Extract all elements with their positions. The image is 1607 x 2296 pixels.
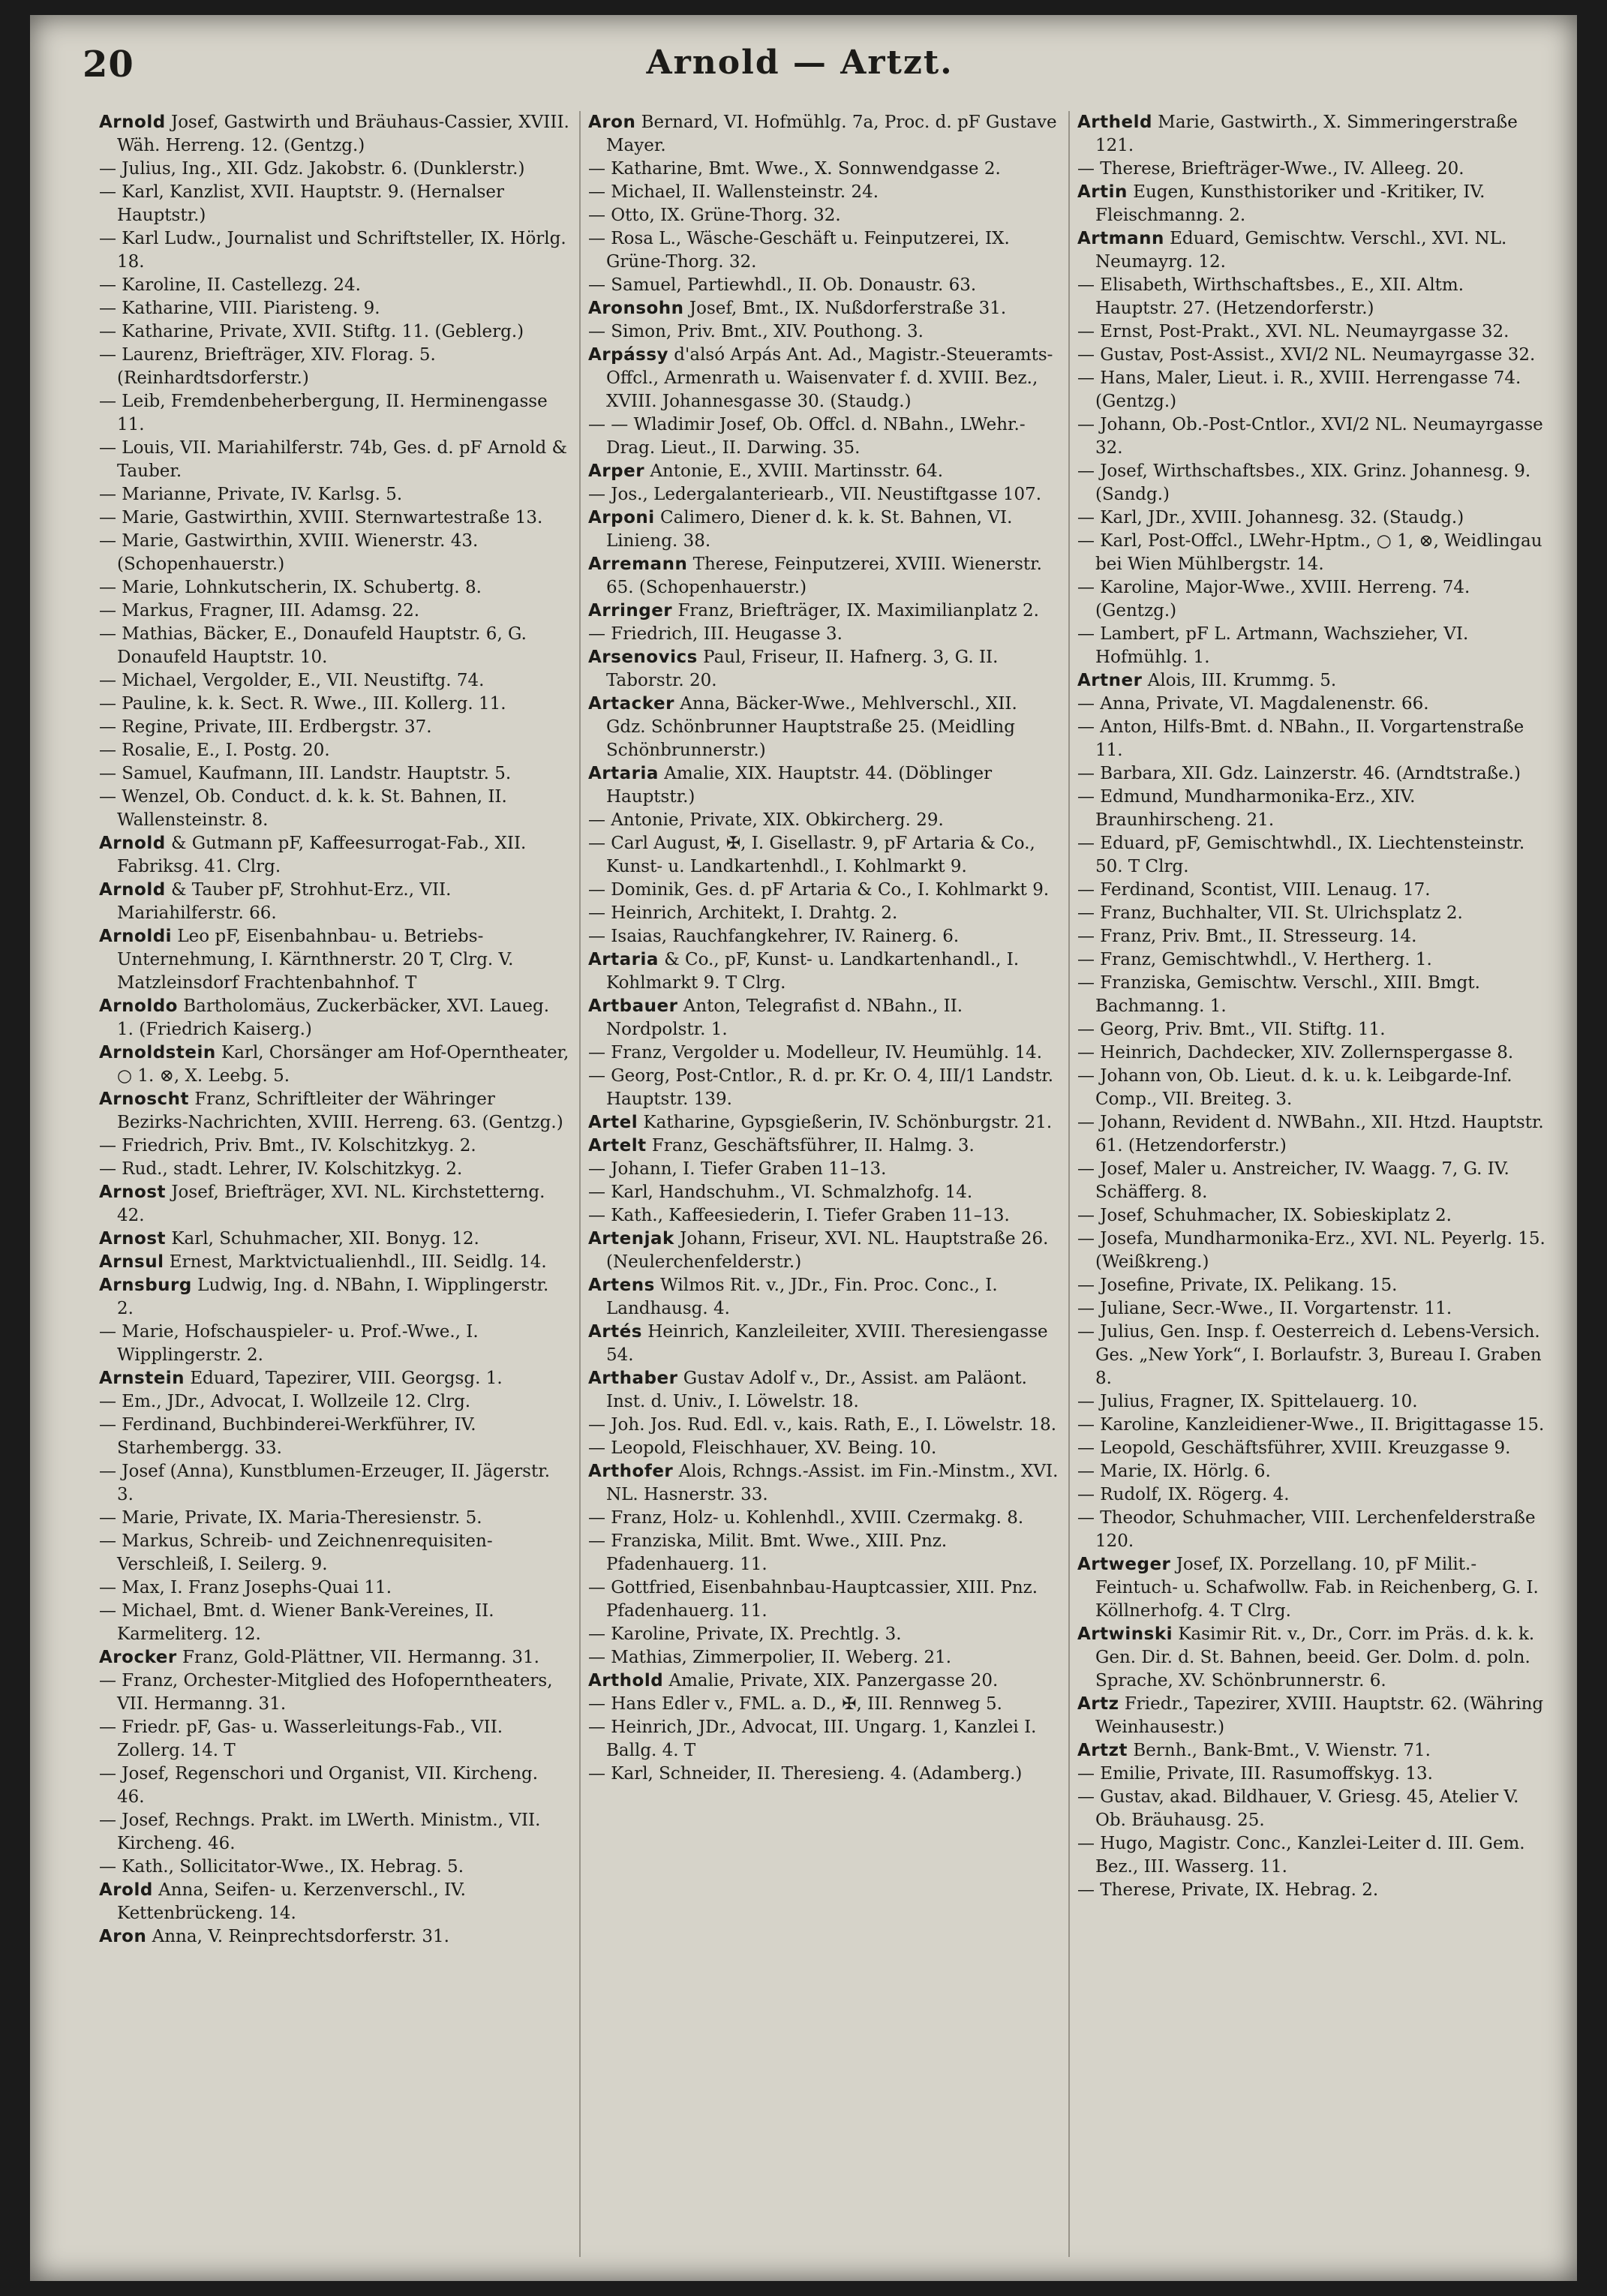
directory-entry: — Regine, Private, III. Erdbergstr. 37. <box>99 717 432 737</box>
directory-entry: — Michael, Vergolder, E., VII. Neustiftg. 74. <box>99 671 485 690</box>
directory-entry: Arringer Franz, Briefträger, IX. Maximilianplatz 2. <box>588 601 1039 621</box>
directory-entry: Artacker Anna, Bäcker-Wwe., Mehlverschl., XII. Gdz. Schönbrunner Hauptstraße 25. (Meidling Schönbrunnerstr.) <box>588 694 1017 760</box>
entry-surname: Arold <box>99 1880 153 1900</box>
column-divider <box>579 111 581 2257</box>
directory-entry: Artner Alois, III. Krummg. 5. <box>1077 671 1337 690</box>
directory-entry: — Louis, VII. Mariahilferstr. 74b, Ges. d. pF Arnold & Tauber. <box>99 438 568 481</box>
entry-surname: Arocker <box>99 1648 177 1667</box>
directory-entry: — Rud., stadt. Lehrer, IV. Kolschitzkyg. 2. <box>99 1159 463 1179</box>
directory-entry: — Hans, Maler, Lieut. i. R., XVIII. Herrengasse 74. (Gentzg.) <box>1077 368 1521 411</box>
entry-surname: Artweger <box>1077 1555 1171 1574</box>
directory-entry: Arsenovics Paul, Friseur, II. Hafnerg. 3, G. II. Taborstr. 20. <box>588 648 999 690</box>
directory-entry: — Marie, Lohnkutscherin, IX. Schubertg. 8. <box>99 578 482 597</box>
directory-entry: Arnsul Ernest, Marktvictualienhdl., III. Seidlg. 14. <box>99 1252 547 1272</box>
page-header <box>83 44 1517 96</box>
directory-entry: Arponi Calimero, Diener d. k. k. St. Bahnen, VI. Linieng. 38. <box>588 508 1013 551</box>
directory-entry: — Marie, Hofschauspieler- u. Prof.-Wwe., I. Wipplingerstr. 2. <box>99 1322 479 1365</box>
directory-entry: — Em., JDr., Advocat, I. Wollzeile 12. Clrg. <box>99 1392 471 1411</box>
directory-entry: — Georg, Post-Cntlor., R. d. pr. Kr. O. 4, III/1 Landstr. Hauptstr. 139. <box>588 1066 1054 1109</box>
entry-surname: Arnold <box>99 113 166 132</box>
directory-entry: — Karoline, II. Castellezg. 24. <box>99 275 361 295</box>
directory-entry: — Theodor, Schuhmacher, VIII. Lerchenfelderstraße 120. <box>1077 1508 1536 1551</box>
directory-entry: Artmann Eduard, Gemischtw. Verschl., XVI. NL. Neumayrg. 12. <box>1077 229 1507 272</box>
directory-entry: — Marianne, Private, IV. Karlsg. 5. <box>99 485 403 504</box>
directory-entry: — Edmund, Mundharmonika-Erz., XIV. Braunhirscheng. 21. <box>1077 787 1416 830</box>
page-number: 20 <box>83 44 134 86</box>
directory-entry: Artin Eugen, Kunsthistoriker und -Kritiker, IV. Fleischmanng. 2. <box>1077 182 1485 225</box>
directory-entry: — Wenzel, Ob. Conduct. d. k. k. St. Bahnen, II. Wallensteinstr. 8. <box>99 787 507 830</box>
entry-surname: Aronsohn <box>588 299 684 318</box>
directory-entry: — Heinrich, Dachdecker, XIV. Zollernspergasse 8. <box>1077 1043 1514 1062</box>
directory-entry: — Josef, Rechngs. Prakt. im LWerth. Ministm., VII. Kircheng. 46. <box>99 1811 541 1853</box>
entry-surname: Artelt <box>588 1136 647 1156</box>
directory-entry: Artenjak Johann, Friseur, XVI. NL. Hauptstraße 26. (Neulerchenfelderstr.) <box>588 1229 1049 1272</box>
entry-surname: Aron <box>99 1927 147 1946</box>
directory-entry: — Georg, Priv. Bmt., VII. Stiftg. 11. <box>1077 1020 1386 1039</box>
entry-surname: Arnost <box>99 1229 167 1249</box>
entry-surname: Arthaber <box>588 1369 678 1388</box>
directory-entry: — Franz, Holz- u. Kohlenhdl., XVIII. Czermakg. 8. <box>588 1508 1024 1528</box>
directory-entry: — Johann von, Ob. Lieut. d. k. u. k. Leibgarde-Inf. Comp., VII. Breiteg. 3. <box>1077 1066 1512 1109</box>
entry-surname: Artens <box>588 1276 655 1295</box>
directory-entry: Artelt Franz, Geschäftsführer, II. Halmg. 3. <box>588 1136 975 1156</box>
directory-entry: Artzt Bernh., Bank-Bmt., V. Wienstr. 71. <box>1077 1741 1431 1760</box>
directory-entry: Arnstein Eduard, Tapezirer, VIII. Georgsg. 1. <box>99 1369 503 1388</box>
directory-entry: — Franziska, Milit. Bmt. Wwe., XIII. Pnz. Pfadenhauerg. 11. <box>588 1531 948 1574</box>
directory-entry: Arnold Josef, Gastwirth und Bräuhaus-Cassier, XVIII. Wäh. Herreng. 12. (Gentzg.) <box>99 113 569 155</box>
directory-entry: — — Wladimir Josef, Ob. Offcl. d. NBahn., LWehr.-Drag. Lieut., II. Darwing. 35. <box>588 415 1026 458</box>
directory-entry: — Karoline, Kanzleidiener-Wwe., II. Brigittagasse 15. <box>1077 1415 1545 1435</box>
directory-entry: — Katharine, Bmt. Wwe., X. Sonnwendgasse 2. <box>588 159 1001 179</box>
column-divider <box>1068 111 1070 2257</box>
entry-surname: Artacker <box>588 694 674 714</box>
directory-entry: — Eduard, pF, Gemischtwhdl., IX. Liechtensteinstr. 50. T Clrg. <box>1077 834 1525 876</box>
directory-entry: — Therese, Private, IX. Hebrag. 2. <box>1077 1880 1379 1900</box>
entry-surname: Artzt <box>1077 1741 1128 1760</box>
entry-columns <box>99 111 1559 2257</box>
directory-entry: — Dominik, Ges. d. pF Artaria & Co., I. Kohlmarkt 9. <box>588 880 1050 900</box>
directory-entry: — Isaias, Rauchfangkehrer, IV. Rainerg. 6. <box>588 927 960 946</box>
directory-entry: — Leib, Fremdenbeherbergung, II. Herminengasse 11. <box>99 392 548 434</box>
directory-entry: — Friedrich, Priv. Bmt., IV. Kolschitzkyg. 2. <box>99 1136 476 1156</box>
directory-entry: — Karoline, Major-Wwe., XVIII. Herreng. 74. (Gentzg.) <box>1077 578 1470 621</box>
directory-entry: Arper Antonie, E., XVIII. Martinsstr. 64. <box>588 461 944 481</box>
entry-surname: Artbauer <box>588 996 678 1016</box>
directory-entry: — Carl August, ✠, I. Gisellastr. 9, pF Artaria & Co., Kunst- u. Landkartenhdl., I. Kohlmarkt 9. <box>588 834 1035 876</box>
directory-entry: — Barbara, XII. Gdz. Lainzerstr. 46. (Arndtstraße.) <box>1077 764 1521 783</box>
directory-entry: — Otto, IX. Grüne-Thorg. 32. <box>588 206 841 225</box>
directory-entry: — Joh. Jos. Rud. Edl. v., kais. Rath, E., I. Löwelstr. 18. <box>588 1415 1057 1435</box>
directory-entry: — Mathias, Bäcker, E., Donaufeld Hauptstr. 6, G. Donaufeld Hauptstr. 10. <box>99 624 527 667</box>
directory-entry: — Karl Ludw., Journalist und Schriftsteller, IX. Hörlg. 18. <box>99 229 566 272</box>
directory-entry: — Franz, Priv. Bmt., II. Stresseurg. 14. <box>1077 927 1417 946</box>
directory-entry: — Josef, Schuhmacher, IX. Sobieskiplatz 2. <box>1077 1206 1452 1225</box>
directory-entry: Arnost Josef, Briefträger, XVI. NL. Kirchstetterng. 42. <box>99 1183 545 1225</box>
directory-entry: — Karl, Post-Offcl., LWehr-Hptm., ○ 1, ⊗, Weidlingau bei Wien Mühlbergstr. 14. <box>1077 531 1542 574</box>
directory-entry: Arnoldo Bartholomäus, Zuckerbäcker, XVI. Laueg. 1. (Friedrich Kaiserg.) <box>99 996 550 1039</box>
entry-surname: Arnoldstein <box>99 1043 216 1062</box>
directory-entry: Artwinski Kasimir Rit. v., Dr., Corr. im Präs. d. k. k. Gen. Dir. d. St. Bahnen, beeid. Ger. Dolm. d. poln. Sprache, XV. Schönbrunnerstr. 6. <box>1077 1624 1535 1690</box>
entry-surname: Artz <box>1077 1694 1119 1714</box>
directory-entry: Artheld Marie, Gastwirth., X. Simmeringerstraße 121. <box>1077 113 1518 155</box>
directory-entry: — Samuel, Kaufmann, III. Landstr. Hauptstr. 5. <box>99 764 512 783</box>
directory-entry: — Leopold, Fleischhauer, XV. Being. 10. <box>588 1438 937 1458</box>
entry-surname: Artaria <box>588 950 659 969</box>
directory-entry: — Gustav, Post-Assist., XVI/2 NL. Neumayrgasse 32. <box>1077 345 1536 365</box>
directory-entry: Arnold & Gutmann pF, Kaffeesurrogat-Fab., XII. Fabriksg. 41. Clrg. <box>99 834 527 876</box>
entry-surname: Arper <box>588 461 645 481</box>
directory-entry: — Marie, Private, IX. Maria-Theresienstr. 5. <box>99 1508 482 1528</box>
directory-entry: Aron Anna, V. Reinprechtsdorferstr. 31. <box>99 1927 449 1946</box>
directory-entry: Artens Wilmos Rit. v., JDr., Fin. Proc. Conc., I. Landhausg. 4. <box>588 1276 998 1318</box>
entry-surname: Arnoldi <box>99 927 173 946</box>
directory-entry: — Michael, Bmt. d. Wiener Bank-Vereines, II. Karmeliterg. 12. <box>99 1601 494 1644</box>
directory-entry: — Julius, Gen. Insp. f. Oesterreich d. Lebens-Versich. Ges. „New York“, I. Borlaufstr. 3, Bureau I. Graben 8. <box>1077 1322 1542 1388</box>
entry-surname: Artmann <box>1077 229 1164 248</box>
directory-entry: — Josef, Maler u. Anstreicher, IV. Waagg. 7, G. IV. Schäfferg. 8. <box>1077 1159 1509 1202</box>
entry-surname: Arremann <box>588 554 688 574</box>
directory-entry: — Karoline, Private, IX. Prechtlg. 3. <box>588 1624 902 1644</box>
directory-entry: Arnoscht Franz, Schriftleiter der Währinger Bezirks-Nachrichten, XVIII. Herreng. 63. (Gentzg.) <box>99 1089 563 1132</box>
directory-entry: — Johann, Ob.-Post-Cntlor., XVI/2 NL. Neumayrgasse 32. <box>1077 415 1543 458</box>
directory-entry: Arnold & Tauber pF, Strohhut-Erz., VII. Mariahilferstr. 66. <box>99 880 452 923</box>
entry-surname: Arthold <box>588 1671 664 1690</box>
directory-entry: — Simon, Priv. Bmt., XIV. Pouthong. 3. <box>588 322 924 341</box>
directory-entry: — Franz, Buchhalter, VII. St. Ulrichsplatz 2. <box>1077 903 1463 923</box>
entry-surname: Arnost <box>99 1183 167 1202</box>
directory-entry: — Johann, I. Tiefer Graben 11–13. <box>588 1159 887 1179</box>
directory-entry: — Johann, Revident d. NWBahn., XII. Htzd. Hauptstr. 61. (Hetzendorferstr.) <box>1077 1113 1544 1156</box>
entry-surname: Artaria <box>588 764 659 783</box>
entry-surname: Artheld <box>1077 113 1152 132</box>
entry-surname: Artin <box>1077 182 1128 202</box>
directory-entry: Arnsburg Ludwig, Ing. d. NBahn, I. Wipplingerstr. 2. <box>99 1276 549 1318</box>
directory-entry: — Pauline, k. k. Sect. R. Wwe., III. Kollerg. 11. <box>99 694 506 714</box>
directory-entry: Artz Friedr., Tapezirer, XVIII. Hauptstr. 62. (Währing Weinhausestr.) <box>1077 1694 1544 1737</box>
directory-entry: — Ferdinand, Scontist, VIII. Lenaug. 17. <box>1077 880 1431 900</box>
entry-surname: Arringer <box>588 601 673 621</box>
directory-entry: Arthaber Gustav Adolf v., Dr., Assist. am Paläont. Inst. d. Univ., I. Löwelstr. 18. <box>588 1369 1027 1411</box>
directory-entry: — Jos., Ledergalanteriearb., VII. Neustiftgasse 107. <box>588 485 1042 504</box>
directory-entry: — Emilie, Private, III. Rasumoffskyg. 13. <box>1077 1764 1433 1784</box>
directory-entry: — Laurenz, Briefträger, XIV. Florag. 5. (Reinhardtsdorferstr.) <box>99 345 436 388</box>
directory-entry: — Rosalie, E., I. Postg. 20. <box>99 741 330 760</box>
entry-surname: Arsenovics <box>588 648 698 667</box>
directory-entry: Artel Katharine, Gypsgießerin, IV. Schönburgstr. 21. <box>588 1113 1053 1132</box>
directory-entry: — Julius, Fragner, IX. Spittelauerg. 10. <box>1077 1392 1418 1411</box>
directory-entry: — Max, I. Franz Josephs-Quai 11. <box>99 1578 392 1597</box>
column-2 <box>588 111 1059 2257</box>
directory-entry: — Markus, Schreib- und Zeichnenrequisiten-Verschleiß, I. Seilerg. 9. <box>99 1531 493 1574</box>
directory-entry: — Franz, Vergolder u. Modelleur, IV. Heumühlg. 14. <box>588 1043 1043 1062</box>
directory-entry: — Franz, Orchester-Mitglied des Hofoperntheaters, VII. Hermanng. 31. <box>99 1671 553 1714</box>
directory-entry: — Julius, Ing., XII. Gdz. Jakobstr. 6. (Dunklerstr.) <box>99 159 525 179</box>
directory-entry: — Hans Edler v., FML. a. D., ✠, III. Rennweg 5. <box>588 1694 1002 1714</box>
directory-entry: — Juliane, Secr.-Wwe., II. Vorgartenstr. 11. <box>1077 1299 1452 1318</box>
directory-entry: Arthold Amalie, Private, XIX. Panzergasse 20. <box>588 1671 999 1690</box>
entry-surname: Arthofer <box>588 1462 674 1481</box>
directory-entry: — Marie, IX. Hörlg. 6. <box>1077 1462 1271 1481</box>
entry-surname: Arpássy <box>588 345 668 365</box>
directory-entry: — Gustav, akad. Bildhauer, V. Griesg. 45, Atelier V. Ob. Bräuhausg. 25. <box>1077 1787 1519 1830</box>
directory-entry: Arpássy d'alsó Arpás Ant. Ad., Magistr.-Steueramts-Offcl., Armenrath u. Waisenvater f. d. XVIII. Bez., XVIII. Johannesgasse 30. (Staudg.) <box>588 345 1053 411</box>
directory-entry: — Lambert, pF L. Artmann, Wachszieher, VI. Hofmühlg. 1. <box>1077 624 1469 667</box>
directory-entry: Artaria Amalie, XIX. Hauptstr. 44. (Döblinger Hauptstr.) <box>588 764 993 807</box>
entry-surname: Arnsul <box>99 1252 164 1272</box>
directory-entry: — Karl, Schneider, II. Theresieng. 4. (Adamberg.) <box>588 1764 1023 1784</box>
directory-entry: — Hugo, Magistr. Conc., Kanzlei-Leiter d. III. Gem. Bez., III. Wasserg. 11. <box>1077 1834 1525 1877</box>
directory-entry: — Samuel, Partiewhdl., II. Ob. Donaustr. 63. <box>588 275 977 295</box>
directory-entry: — Therese, Briefträger-Wwe., IV. Alleeg. 20. <box>1077 159 1464 179</box>
directory-entry: Arnoldstein Karl, Chorsänger am Hof-Operntheater, ○ 1. ⊗, X. Leebg. 5. <box>99 1043 569 1086</box>
entry-surname: Artner <box>1077 671 1143 690</box>
directory-entry: Arocker Franz, Gold-Plättner, VII. Hermanng. 31. <box>99 1648 539 1667</box>
entry-surname: Artwinski <box>1077 1624 1173 1644</box>
directory-entry: Arnoldi Leo pF, Eisenbahnbau- u. Betriebs-Unternehmung, I. Kärnthnerstr. 20 T, Clrg. V. Matzleinsdorf Frachtenbahnhof. T <box>99 927 514 993</box>
directory-entry: — Friedr. pF, Gas- u. Wasserleitungs-Fab., VII. Zollerg. 14. T <box>99 1717 503 1760</box>
entry-surname: Arnoscht <box>99 1089 190 1109</box>
directory-entry: — Gottfried, Eisenbahnbau-Hauptcassier, XIII. Pnz. Pfadenhauerg. 11. <box>588 1578 1038 1621</box>
directory-entry: Arold Anna, Seifen- u. Kerzenverschl., IV. Kettenbrückeng. 14. <box>99 1880 466 1923</box>
directory-entry: — Franziska, Gemischtw. Verschl., XIII. Bmgt. Bachmanng. 1. <box>1077 973 1480 1016</box>
directory-entry: — Anton, Hilfs-Bmt. d. NBahn., II. Vorgartenstraße 11. <box>1077 717 1524 760</box>
directory-entry: — Rosa L., Wäsche-Geschäft u. Feinputzerei, IX. Grüne-Thorg. 32. <box>588 229 1010 272</box>
directory-entry: — Kath., Sollicitator-Wwe., IX. Hebrag. 5. <box>99 1857 464 1877</box>
directory-entry: Aronsohn Josef, Bmt., IX. Nußdorferstraße 31. <box>588 299 1007 318</box>
directory-entry: — Michael, II. Wallensteinstr. 24. <box>588 182 879 202</box>
directory-entry: — Mathias, Zimmerpolier, II. Weberg. 21. <box>588 1648 952 1667</box>
directory-entry: — Josef, Regenschori und Organist, VII. Kircheng. 46. <box>99 1764 539 1807</box>
directory-entry: — Josef, Wirthschaftsbes., XIX. Grinz. Johannesg. 9. (Sandg.) <box>1077 461 1531 504</box>
entry-surname: Arponi <box>588 508 655 527</box>
directory-entry: — Franz, Gemischtwhdl., V. Hertherg. 1. <box>1077 950 1432 969</box>
entry-surname: Arnold <box>99 880 166 900</box>
directory-entry: — Leopold, Geschäftsführer, XVIII. Kreuzgasse 9. <box>1077 1438 1511 1458</box>
entry-surname: Artés <box>588 1322 642 1342</box>
entry-surname: Aron <box>588 113 636 132</box>
directory-entry: — Anna, Private, VI. Magdalenenstr. 66. <box>1077 694 1429 714</box>
entry-surname: Arnsburg <box>99 1276 192 1295</box>
directory-entry: — Karl, Handschuhm., VI. Schmalzhofg. 14. <box>588 1183 973 1202</box>
entry-surname: Artel <box>588 1113 638 1132</box>
directory-entry: — Marie, Gastwirthin, XVIII. Wienerstr. 43. (Schopenhauerstr.) <box>99 531 479 574</box>
directory-entry: — Ernst, Post-Prakt., XVI. NL. Neumayrgasse 32. <box>1077 322 1509 341</box>
directory-entry: — Katharine, VIII. Piaristeng. 9. <box>99 299 380 318</box>
column-3 <box>1077 111 1548 2257</box>
directory-entry: — Josef (Anna), Kunstblumen-Erzeuger, II. Jägerstr. 3. <box>99 1462 551 1504</box>
directory-entry: — Katharine, Private, XVII. Stiftg. 11. (Geblerg.) <box>99 322 524 341</box>
column-1 <box>99 111 570 2257</box>
directory-entry: — Markus, Fragner, III. Adamsg. 22. <box>99 601 420 621</box>
directory-entry: Artaria & Co., pF, Kunst- u. Landkartenhandl., I. Kohlmarkt 9. T Clrg. <box>588 950 1020 993</box>
running-head: Arnold — Artzt. <box>646 44 954 82</box>
directory-entry: Aron Bernard, VI. Hofmühlg. 7a, Proc. d. pF Gustave Mayer. <box>588 113 1057 155</box>
directory-entry: — Josefa, Mundharmonika-Erz., XVI. NL. Peyerlg. 15. (Weißkreng.) <box>1077 1229 1545 1272</box>
directory-entry: Arthofer Alois, Rchngs.-Assist. im Fin.-Minstm., XVI. NL. Hasnerstr. 33. <box>588 1462 1059 1504</box>
directory-entry: — Josefine, Private, IX. Pelikang. 15. <box>1077 1276 1398 1295</box>
directory-entry: — Kath., Kaffeesiederin, I. Tiefer Graben 11–13. <box>588 1206 1010 1225</box>
directory-entry: — Antonie, Private, XIX. Obkircherg. 29. <box>588 810 944 830</box>
directory-entry: Artweger Josef, IX. Porzellang. 10, pF Milit.-Feintuch- u. Schafwollw. Fab. in Reichenberg, G. I. Köllnerhofg. 4. T Clrg. <box>1077 1555 1539 1621</box>
directory-entry: — Rudolf, IX. Rögerg. 4. <box>1077 1485 1290 1504</box>
entry-surname: Arnoldo <box>99 996 178 1016</box>
entry-surname: Arnold <box>99 834 166 853</box>
entry-surname: Arnstein <box>99 1369 185 1388</box>
directory-page <box>30 15 1577 2281</box>
directory-entry: — Karl, Kanzlist, XVII. Hauptstr. 9. (Hernalser Hauptstr.) <box>99 182 505 225</box>
directory-entry: Arnost Karl, Schuhmacher, XII. Bonyg. 12. <box>99 1229 479 1249</box>
directory-entry: — Elisabeth, Wirthschaftsbes., E., XII. Altm. Hauptstr. 27. (Hetzendorferstr.) <box>1077 275 1464 318</box>
directory-entry: Artés Heinrich, Kanzleileiter, XVIII. Theresiengasse 54. <box>588 1322 1048 1365</box>
directory-entry: — Karl, JDr., XVIII. Johannesg. 32. (Staudg.) <box>1077 508 1464 527</box>
directory-entry: Arremann Therese, Feinputzerei, XVIII. Wienerstr. 65. (Schopenhauerstr.) <box>588 554 1042 597</box>
directory-entry: — Heinrich, JDr., Advocat, III. Ungarg. 1, Kanzlei I. Ballg. 4. T <box>588 1717 1037 1760</box>
directory-entry: — Friedrich, III. Heugasse 3. <box>588 624 843 644</box>
entry-surname: Artenjak <box>588 1229 674 1249</box>
directory-entry: — Marie, Gastwirthin, XVIII. Sternwartestraße 13. <box>99 508 543 527</box>
directory-entry: — Heinrich, Architekt, I. Drahtg. 2. <box>588 903 898 923</box>
directory-entry: — Ferdinand, Buchbinderei-Werkführer, IV. Starhembergg. 33. <box>99 1415 476 1458</box>
directory-entry: Artbauer Anton, Telegrafist d. NBahn., II. Nordpolstr. 1. <box>588 996 963 1039</box>
